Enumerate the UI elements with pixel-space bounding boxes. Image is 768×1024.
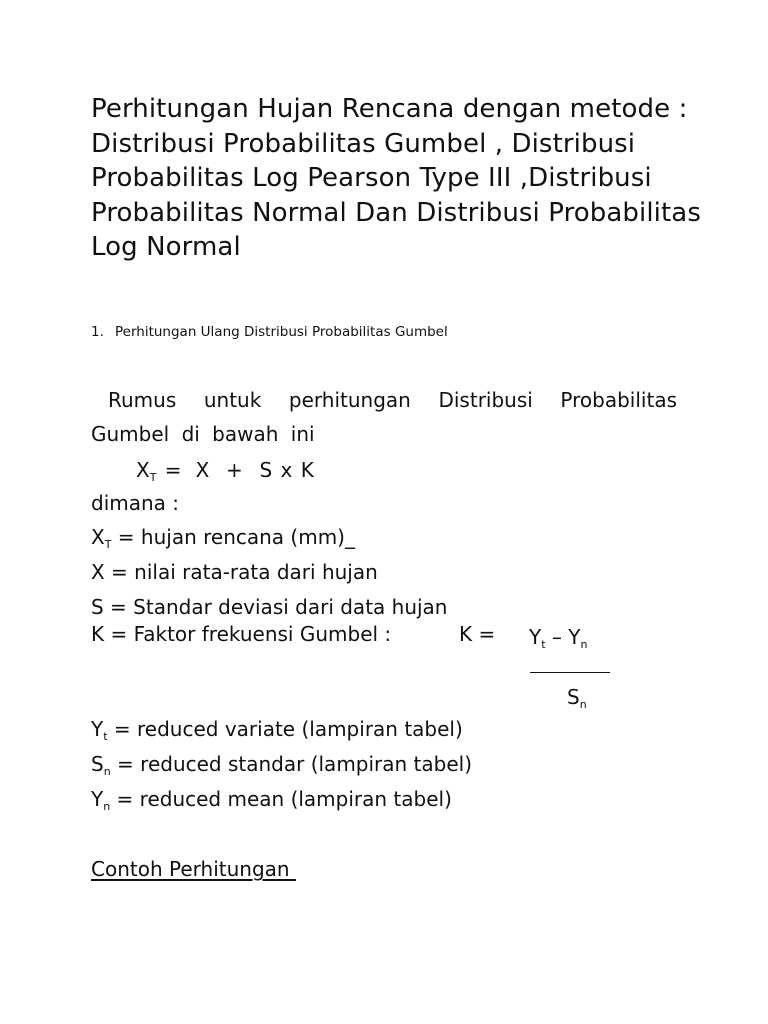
numerator-minus: –: [545, 625, 569, 649]
sn-subscript: n: [103, 765, 111, 778]
numerator-yt-subscript: t: [541, 638, 546, 651]
denominator-sn: S: [567, 685, 580, 709]
example-heading: Contoh Perhitungan: [91, 857, 296, 881]
numerator-yn: Y: [568, 625, 581, 649]
yt-subscript: t: [103, 730, 108, 743]
definition-yn: [91, 786, 452, 812]
formula-lhs-subscript: T: [149, 471, 157, 484]
gumbel-formula: [136, 457, 314, 483]
formula-lhs: X: [136, 458, 150, 482]
k-equals: K =: [459, 622, 496, 646]
sn-symbol: S: [91, 752, 104, 776]
section-number: 1.: [91, 324, 104, 340]
definition-yt: [91, 716, 463, 742]
xt-subscript: T: [104, 538, 112, 551]
formula-rhs: X + S x K: [195, 458, 314, 482]
document-title: Perhitungan Hujan Rencana dengan metode : Distribusi Probabilitas Gumbel , Distribusi Probabilitas Log Pearson Type III ,Distribusi Probabilitas Normal Dan Distribusi Probabilitas Log Normal: [91, 94, 701, 262]
yn-subscript: n: [103, 800, 111, 813]
fraction-bar: [530, 672, 610, 673]
section-heading-text: Perhitungan Ulang Distribusi Probabilitas Gumbel: [115, 324, 448, 340]
definition-xt: [91, 524, 355, 550]
formula-equals: =: [164, 458, 182, 482]
xt-symbol: X: [91, 525, 105, 549]
definition-s: S = Standar deviasi dari data hujan: [91, 595, 448, 619]
numerator-yt: Y: [529, 625, 542, 649]
yn-text: = reduced mean (lampiran tabel): [110, 787, 452, 811]
sn-text: = reduced standar (lampiran tabel): [110, 752, 473, 776]
yt-text: = reduced variate (lampiran tabel): [107, 717, 463, 741]
yt-symbol: Y: [91, 717, 104, 741]
definition-sn: [91, 751, 472, 777]
yn-symbol: Y: [91, 787, 104, 811]
section-heading: [91, 323, 448, 341]
denominator-sn-subscript: n: [579, 698, 587, 711]
numerator-yn-subscript: n: [580, 638, 588, 651]
definition-x: X = nilai rata-rata dari hujan: [91, 560, 378, 584]
k-numerator: [529, 624, 587, 650]
xt-text: = hujan rencana (mm)_: [111, 525, 355, 549]
where-label: dimana :: [91, 491, 180, 515]
definition-k: K = Faktor frekuensi Gumbel :: [91, 622, 392, 646]
intro-paragraph: Rumus untuk perhitungan Distribusi Probabilitas Gumbel di bawah ini: [91, 388, 677, 446]
k-denominator: [567, 684, 587, 710]
